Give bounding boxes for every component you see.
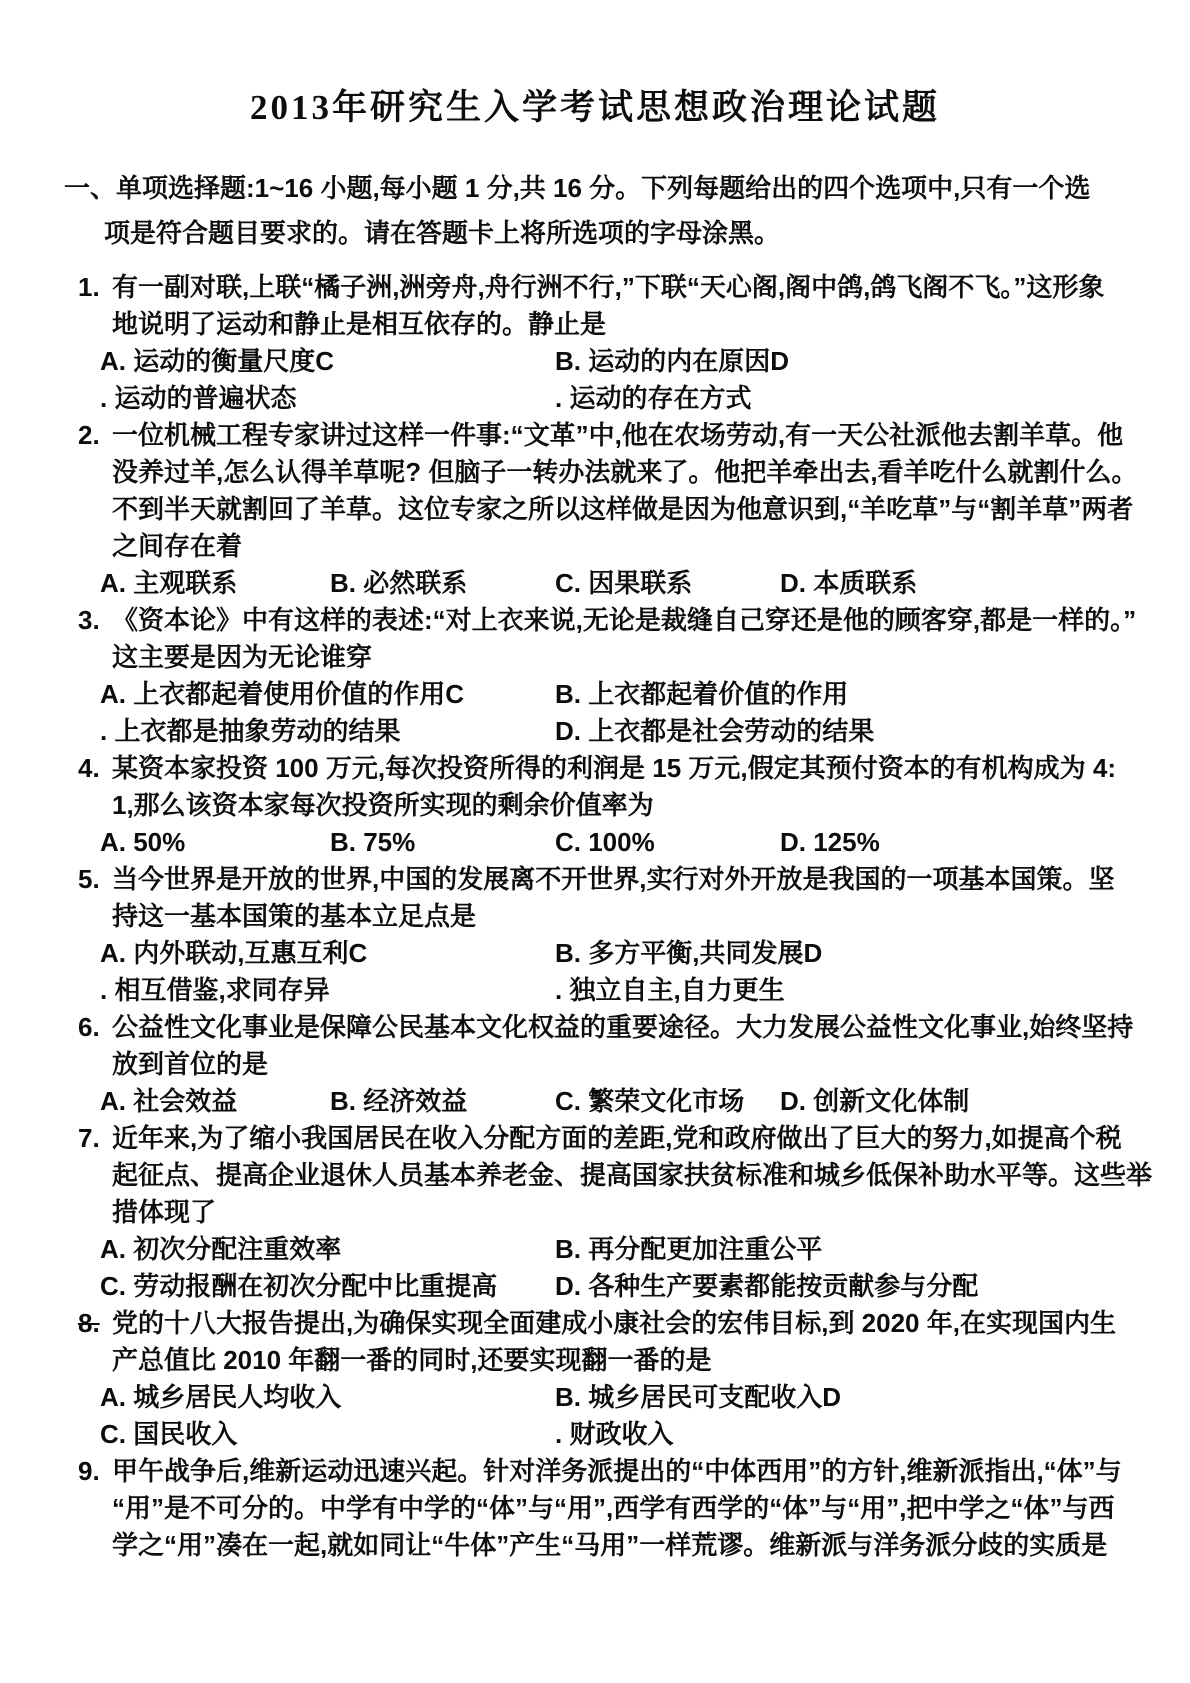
stem-line: 《资本论》中有这样的表述:“对上衣来说,无论是裁缝自己穿还是他的顾客穿,都是一样的。”: [112, 605, 1137, 635]
question-3: [64, 602, 1137, 750]
stem-line: 学之“用”凑在一起,就如同让“牛体”产生“马用”一样荒谬。维新派与洋务派分歧的实质是: [112, 1530, 1108, 1560]
option-item: D. 本质联系: [780, 568, 918, 598]
option-item: A. 内外联动,互惠互利C: [100, 938, 368, 968]
option-item: . 独立自主,自力更生: [555, 975, 785, 1005]
stem-line: 公益性文化事业是保障公民基本文化权益的重要途径。大力发展公益性文化事业,始终坚持: [112, 1012, 1134, 1042]
question-6: [64, 1009, 1132, 1120]
option-item: A. 运动的衡量尺度C: [100, 346, 335, 376]
option-item: . 运动的普遍状态: [100, 383, 297, 413]
option-item: D. 125%: [780, 827, 880, 857]
section-heading-line-1: 一、单项选择题:1~16 小题,每小题 1 分,共 16 分。下列每题给出的四个选项中,只有一个选: [64, 173, 1091, 203]
option-item: . 上衣都是抽象劳动的结果: [100, 716, 401, 746]
stem-line: 一位机械工程专家讲过这样一件事:“文革”中,他在农场劳动,有一天公社派他去割羊草。他: [112, 420, 1124, 450]
option-item: D. 创新文化体制: [780, 1086, 970, 1116]
option-item: A. 初次分配注重效率: [100, 1234, 342, 1264]
exam-content: [64, 166, 1153, 1564]
question-1: [64, 269, 1132, 417]
option-item: C. 繁荣文化市场: [555, 1086, 745, 1116]
option-item: B. 上衣都起着价值的作用: [555, 679, 849, 709]
question-2-options: [64, 565, 1132, 602]
question-7-options: [64, 1231, 1132, 1305]
option-item: D. 上衣都是社会劳动的结果: [555, 716, 875, 746]
option-item: A. 主观联系: [100, 568, 238, 598]
section-heading-line-2: 项是符合题目要求的。请在答题卡上将所选项的字母涂黑。: [104, 218, 781, 248]
stem-line: 有一副对联,上联“橘子洲,洲旁舟,舟行洲不行,”下联“天心阁,阁中鸽,鸽飞阁不飞。”这形象: [112, 272, 1105, 302]
question-7-stem: [64, 1120, 1132, 1157]
question-number: 4.: [78, 753, 100, 783]
question-number: 1.: [78, 272, 100, 302]
option-item: B. 经济效益: [330, 1086, 468, 1116]
stem-line: 这主要是因为无论谁穿: [112, 642, 373, 672]
question-9: [64, 1453, 1132, 1564]
option-item: B. 再分配更加注重公平: [555, 1234, 823, 1264]
stem-line: 地说明了运动和静止是相互依存的。静止是: [112, 309, 607, 339]
exam-title: 2013年研究生入学考试思想政治理论试题: [249, 88, 940, 127]
question-4-options: [64, 824, 1132, 861]
option-item: . 财政收入: [555, 1419, 674, 1449]
question-1-options: [64, 343, 1132, 417]
stem-line: 当今世界是开放的世界,中国的发展离不开世界,实行对外开放是我国的一项基本国策。坚: [112, 864, 1115, 894]
option-item: C. 因果联系: [555, 568, 693, 598]
question-3-options: [64, 676, 1132, 750]
stem-line: 之间存在着: [112, 531, 243, 561]
option-item: C. 国民收入: [100, 1419, 238, 1449]
stem-line: 甲午战争后,维新运动迅速兴起。针对洋务派提出的“中体西用”的方针,维新派指出,“体”与: [112, 1456, 1122, 1486]
question-number: 3.: [78, 605, 100, 635]
stem-line: 持这一基本国策的基本立足点是: [112, 901, 477, 931]
question-3-stem: [64, 602, 1137, 639]
option-item: A. 50%: [100, 827, 186, 857]
question-9-stem: [64, 1453, 1132, 1490]
stem-line: 放到首位的是: [112, 1049, 269, 1079]
question-number: 6.: [78, 1012, 100, 1042]
question-number: 7.: [78, 1123, 100, 1153]
option-item: . 相互借鉴,求同存异: [100, 975, 330, 1005]
question-5-stem: [64, 861, 1132, 898]
question-2-stem: [64, 417, 1132, 454]
option-item: B. 多方平衡,共同发展D: [555, 938, 823, 968]
option-item: B. 75%: [330, 827, 416, 857]
stem-line: 没养过羊,怎么认得羊草呢? 但脑子一转办法就来了。他把羊牵出去,看羊吃什么就割什么。: [112, 457, 1138, 487]
question-8-options: [64, 1379, 1132, 1453]
stem-line: 党的十八大报告提出,为确保实现全面建成小康社会的宏伟目标,到 2020 年,在实现国内生: [112, 1308, 1116, 1338]
option-item: A. 上衣都起着使用价值的作用C: [100, 679, 465, 709]
question-number: 8.: [78, 1308, 100, 1338]
stem-line: 产总值比 2010 年翻一番的同时,还要实现翻一番的是: [112, 1345, 712, 1375]
option-item: A. 社会效益: [100, 1086, 238, 1116]
question-number: 2.: [78, 420, 100, 450]
question-7: [64, 1120, 1153, 1305]
option-item: A. 城乡居民人均收入: [100, 1382, 342, 1412]
stem-line: “用”是不可分的。中学有中学的“体”与“用”,西学有西学的“体”与“用”,把中学之“体”与西: [112, 1493, 1115, 1523]
stem-line: 不到半天就割回了羊草。这位专家之所以这样做是因为他意识到,“羊吃草”与“割羊草”两者: [112, 494, 1134, 524]
option-item: B. 必然联系: [330, 568, 468, 598]
option-item: . 运动的存在方式: [555, 383, 752, 413]
question-4: [64, 750, 1132, 861]
question-number: 5.: [78, 864, 100, 894]
question-6-stem: [64, 1009, 1132, 1046]
question-5: [64, 861, 1132, 1009]
option-item: D. 各种生产要素都能按贡献参与分配: [555, 1271, 979, 1301]
stem-line: 某资本家投资 100 万元,每次投资所得的利润是 15 万元,假定其预付资本的有机构成为 4:: [112, 753, 1116, 783]
question-6-options: [64, 1083, 1132, 1120]
option-item: C. 100%: [555, 827, 655, 857]
stem-line: 措体现了: [112, 1197, 217, 1227]
option-item: B. 运动的内在原因D: [555, 346, 790, 376]
option-item: C. 劳动报酬在初次分配中比重提高: [100, 1271, 498, 1301]
option-item: B. 城乡居民可支配收入D: [555, 1382, 842, 1412]
stem-line: 1,那么该资本家每次投资所实现的剩余价值率为: [112, 790, 654, 820]
question-8-stem: [64, 1305, 1132, 1342]
section-heading: [64, 166, 1132, 256]
question-1-stem: [64, 269, 1132, 306]
question-2: [64, 417, 1138, 602]
question-number: 9.: [78, 1456, 100, 1486]
question-4-stem: [64, 750, 1132, 787]
question-8: [64, 1305, 1132, 1453]
question-5-options: [64, 935, 1132, 1009]
stem-line: 近年来,为了缩小我国居民在收入分配方面的差距,党和政府做出了巨大的努力,如提高个税: [112, 1123, 1122, 1153]
stem-line: 起征点、提高企业退休人员基本养老金、提高国家扶贫标准和城乡低保补助水平等。这些举: [112, 1160, 1153, 1190]
